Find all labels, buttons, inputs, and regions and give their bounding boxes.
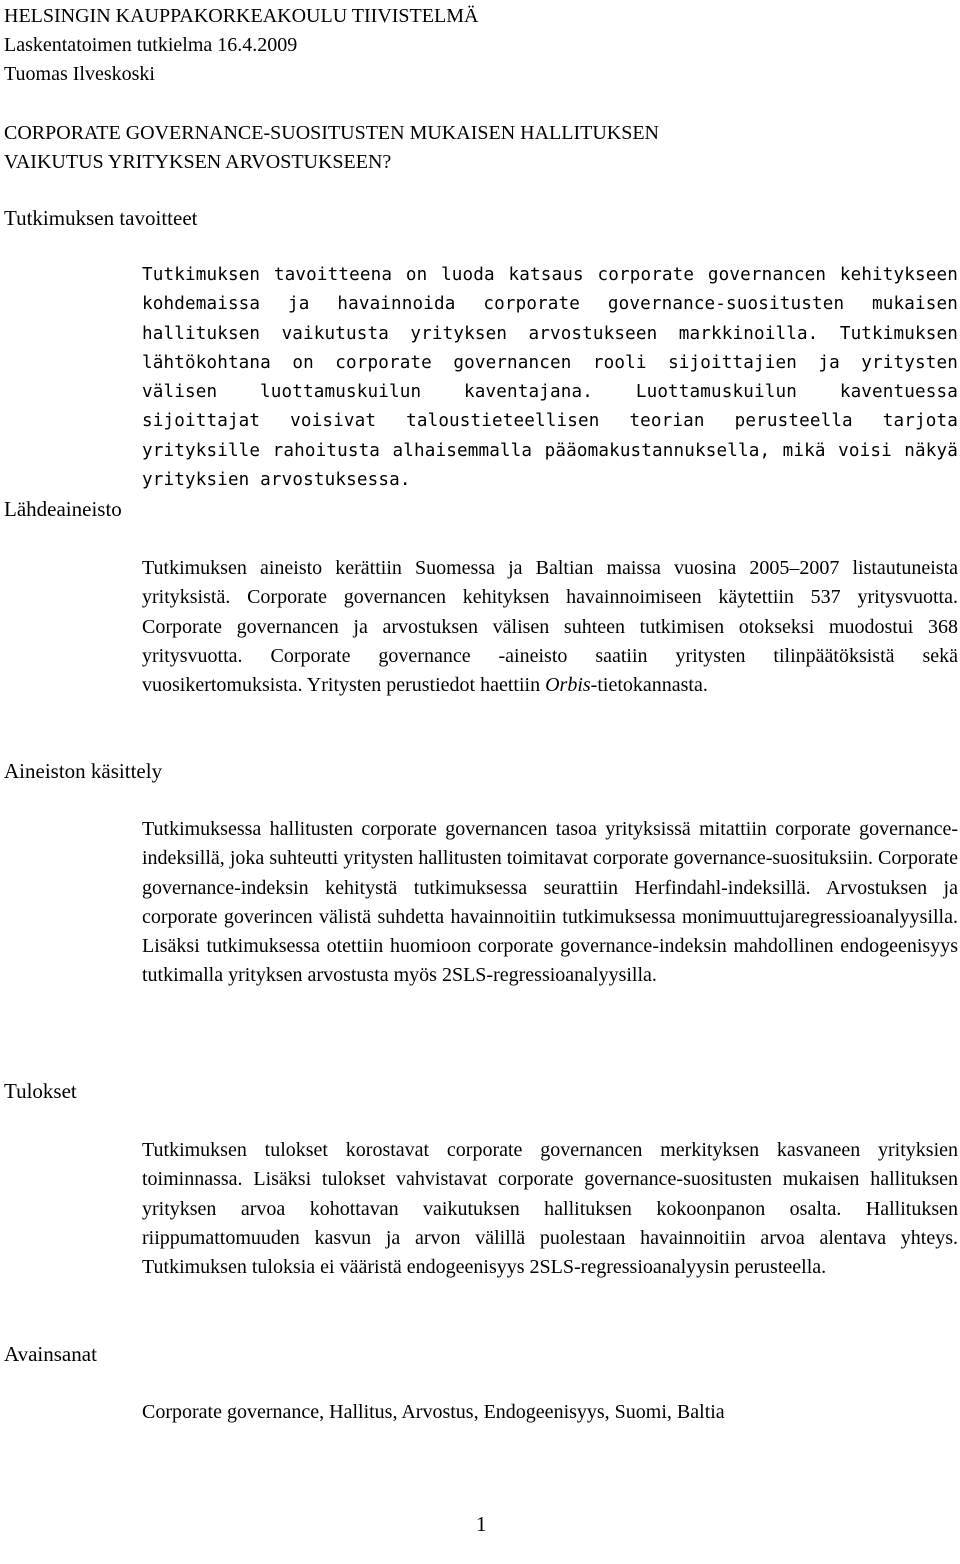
processing-paragraph: Tutkimuksessa hallitusten corporate governancen tasoa yrityksissä mitattiin corporate governance-indeksillä, joka suhteutti yritysten hallitusten toimitavat corporate governance-suosituksiin. Corporate governance-indeksin kehitystä tutkimuksessa seurattiin Herfindahl-indeksillä. Arvostuksen ja corporate goverincen välistä suhdetta havainnoitiin tutkimuksessa monimuuttujaregressioanalyysilla. Lisäksi tutkimuksessa otettiin huomioon corporate governance-indeksin mahdollinen endogeenisyys tutkimalla yrityksen arvostusta myös 2SLS-regressioanalyysilla. [142, 818, 958, 987]
database-name: Orbis [545, 674, 591, 697]
title-line-1: CORPORATE GOVERNANCE-SUOSITUSTEN MUKAISEN HALLITUKSEN [4, 122, 659, 144]
thesis-line: Laskentatoimen tutkielma 16.4.2009 [4, 34, 298, 56]
processing-label: Aineiston käsittely [4, 759, 163, 783]
sources-label: Lähdeaineisto [4, 497, 122, 521]
author-name: Tuomas Ilveskoski [4, 63, 155, 85]
school-name: HELSINGIN KAUPPAKORKEAKOULU TIIVISTELMÄ [4, 5, 479, 27]
sources-text-end: -tietokannasta. [590, 674, 708, 697]
results-paragraph: Tutkimuksen tulokset korostavat corporate governancen merkityksen kasvaneen yrityksien toiminnassa. Lisäksi tulokset vahvistavat corporate governance-suositusten mukaisen hallituksen yrityksen arvoa kohottavan vaikutuksen hallituksen kokoonpanon osalta. Hallituksen riippumattomuuden kasvun ja arvon välillä puolestaan havainnoitiin arvoa alentava yhteys. Tutkimuksen tuloksia ei vääristä endogeenisyys 2SLS-regressioanalyysin perusteella. [142, 1139, 958, 1279]
goals-paragraph: Tutkimuksen tavoitteena on luoda katsaus corporate governancen kehitykseen kohdemaissa ja havainnoida corporate governance-suositusten mukaisen hallituksen vaikutusta yrityksen arvostukseen markkinoilla. Tutkimuksen lähtökohtana on corporate governancen rooli sijoittajien ja yritysten välisen luottamuskuilun kaventajana. Luottamuskuilun kaventuessa sijoittajat voisivat taloustieteellisen teorian perusteella tarjota yrityksille rahoitusta alhaisemmalla pääomakustannuksella, mikä voisi näkyä yrityksien arvostuksessa. [142, 265, 958, 491]
keywords-label: Avainsanat [4, 1342, 97, 1366]
goals-label: Tutkimuksen tavoitteet [4, 206, 198, 230]
title-line-2: VAIKUTUS YRITYKSEN ARVOSTUKSEEN? [4, 151, 392, 173]
keywords-text: Corporate governance, Hallitus, Arvostus, Endogeenisyys, Suomi, Baltia [142, 1401, 725, 1423]
results-label: Tulokset [4, 1079, 77, 1103]
sources-text: Tutkimuksen aineisto kerättiin Suomessa ja Baltian maissa vuosina 2005–2007 listautuneista yrityksistä. Corporate governancen kehityksen havainnoimiseen käytettiin 537 yritysvuotta. Corporate governancen ja arvostuksen välisen suhteen tutkimisen otokseksi muodostui 368 yritysvuotta. Corporate governance -aineisto saatiin yritysten tilinpäätöksistä sekä vuosikertomuksista. Yritysten perustiedot haettiin [142, 557, 958, 697]
sources-paragraph [142, 554, 958, 700]
page-number: 1 [476, 1512, 487, 1536]
